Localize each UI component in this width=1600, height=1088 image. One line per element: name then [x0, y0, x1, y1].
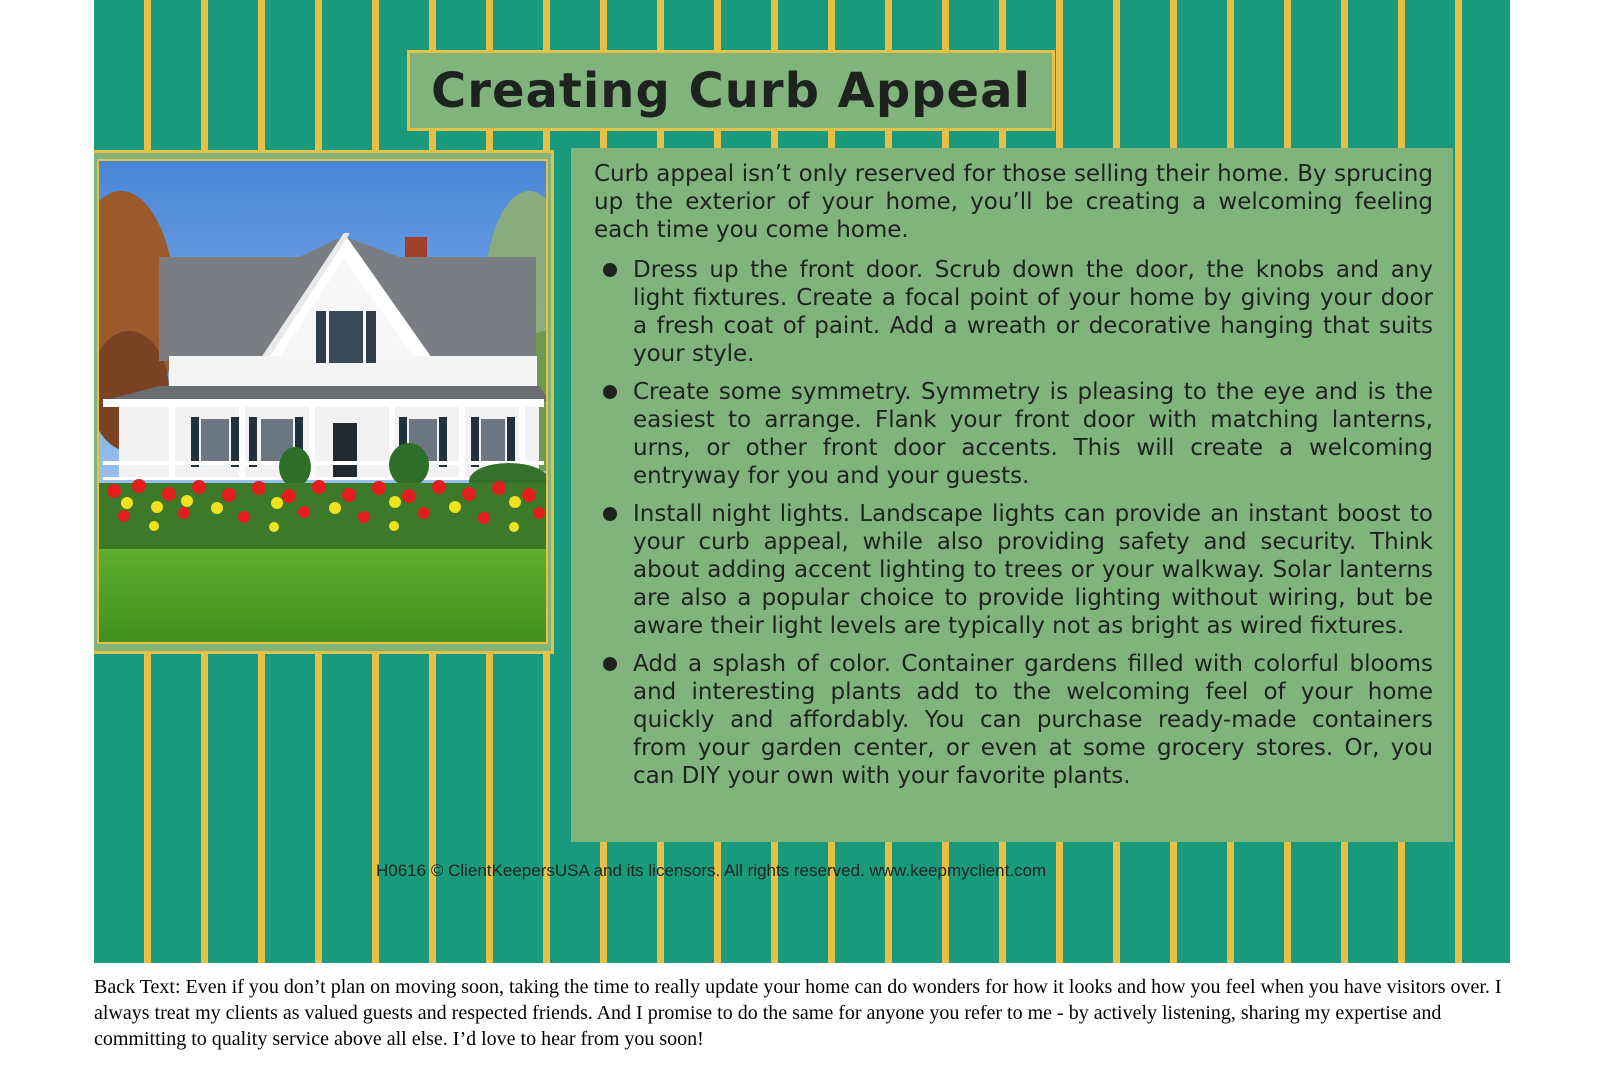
- tip-text: Add a splash of color. Container gardens filled with colorful blooms and interesting plants add to the welcoming feel of your home quickly and affordably. You can purchase ready-made containers from your garden center, or even at some grocery stores. Or, you can DIY your own with your favorite plants.: [633, 651, 1433, 789]
- title-banner: [407, 50, 1055, 131]
- postcard-front: [94, 0, 1510, 963]
- page-title: Creating Curb Appeal: [431, 62, 1031, 119]
- list-item: [594, 378, 1433, 490]
- tip-text: Create some symmetry. Symmetry is pleasing to the eye and is the easiest to arrange. Flank your front door with matching lanterns, urns, or other front door accents. This will create a welcoming entryway for you and your guests.: [633, 379, 1433, 489]
- list-item: [594, 500, 1433, 640]
- intro-paragraph: Curb appeal isn’t only reserved for those selling their home. By sprucing up the exterior of your home, you’ll be creating a welcoming feeling each time you come home.: [594, 161, 1433, 243]
- tips-list: [594, 256, 1433, 790]
- bullet-icon: [603, 507, 617, 521]
- tips-panel: [571, 148, 1453, 842]
- copyright-line: H0616 © ClientKeepersUSA and its licensors. All rights reserved. www.keepmyclient.com: [376, 861, 1047, 880]
- bullet-icon: [603, 657, 617, 671]
- back-text: Back Text: Even if you don’t plan on moving soon, taking the time to really update your home can do wonders for how it looks and how you feel when you have visitors over. I always treat my clients as valued guests and respected friends. And I promise to do the same for anyone you refer to me - by actively listening, sharing my expertise and committing to quality service above all else. I’d love to hear from you soon!: [94, 976, 1502, 1050]
- bullet-icon: [603, 385, 617, 399]
- photo-frame: [94, 150, 554, 654]
- bullet-icon: [603, 263, 617, 277]
- list-item: [594, 256, 1433, 368]
- list-item: [594, 650, 1433, 790]
- tip-text: Dress up the front door. Scrub down the door, the knobs and any light fixtures. Create a focal point of your home by giving your door a fresh coat of paint. Add a wreath or decorative hanging that suits your style.: [633, 257, 1433, 367]
- tip-text: Install night lights. Landscape lights can provide an instant boost to your curb appeal, while also providing safety and security. Think about adding accent lighting to trees or your walkway. Solar lanterns are also a popular choice to provide lighting without wiring, but be aware their light levels are typically not as bright as wired fixtures.: [633, 501, 1433, 639]
- house-photo: [97, 159, 548, 644]
